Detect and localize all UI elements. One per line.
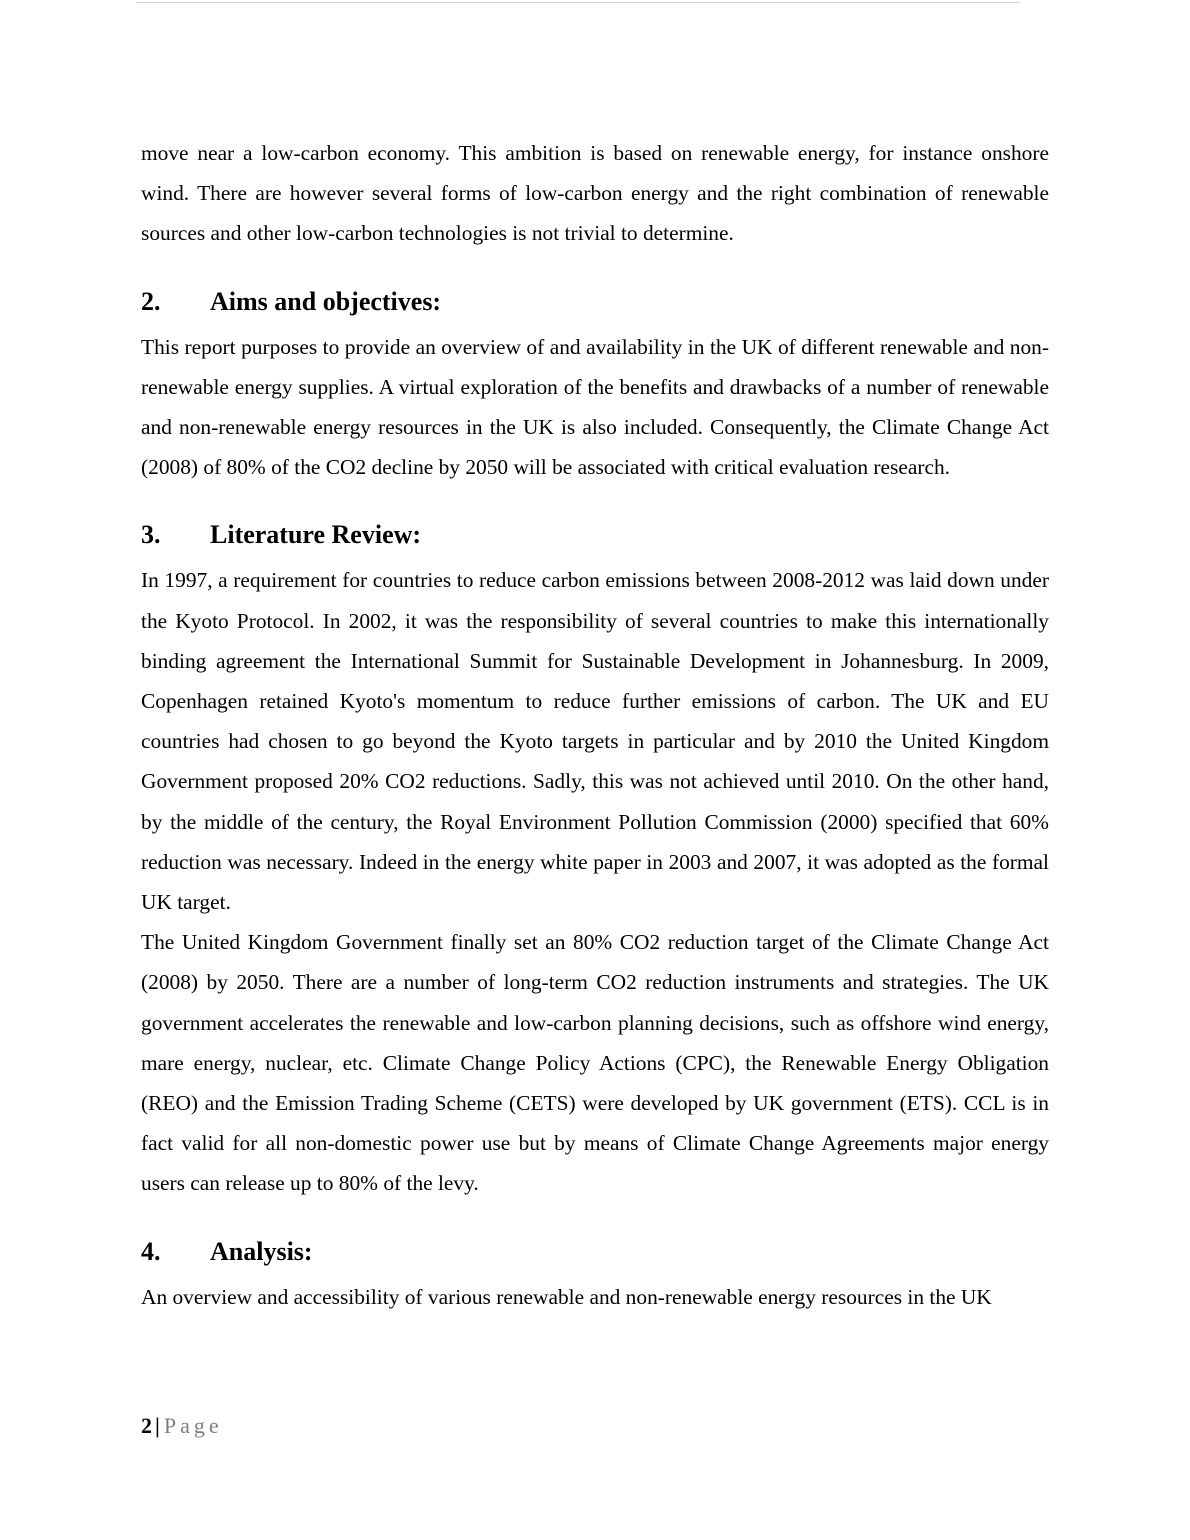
section-heading-analysis [141,1237,1049,1267]
page-footer [141,1412,223,1440]
section-number: 4. [141,1236,161,1266]
page-body [141,133,1049,1317]
footer-separator: | [155,1413,160,1438]
page-number: 2 [141,1413,152,1438]
analysis-paragraph: An overview and accessibility of various renewable and non-renewable energy resources in the UK [141,1284,992,1309]
section-heading-aims [141,287,1049,317]
literature-paragraph-2: The United Kingdom Government finally set an 80% CO2 reduction target of the Climate Change Act (2008) by 2050. There are a number of long-term CO2 reduction instruments and strategies. The UK government accelerates the renewable and low-carbon planning decisions, such as offshore wind energy, mare energy, nuclear, etc. Climate Change Policy Actions (CPC), the Renewable Energy Obligation (REO) and the Emission Trading Scheme (CETS) were developed by UK government (ETS). CCL is in fact valid for all non-domestic power use but by means of Climate Change Agreements major energy users can release up to 80% of the levy. [141,930,1049,1196]
section-number: 2. [141,286,161,316]
section-heading-literature-review [141,520,1049,550]
header-rule [136,2,1020,3]
section-title: Literature Review: [210,520,422,550]
literature-paragraph-1: In 1997, a requirement for countries to reduce carbon emissions between 2008-2012 was laid down under the Kyoto Protocol. In 2002, it was the responsibility of several countries to make this internationally binding agreement the International Summit for Sustainable Development in Johannesburg. In 2009, Copenhagen retained Kyoto's momentum to reduce further emissions of carbon. The UK and EU countries had chosen to go beyond the Kyoto targets in particular and by 2010 the United Kingdom Government proposed 20% CO2 reductions. Sadly, this was not achieved until 2010. On the other hand, by the middle of the century, the Royal Environment Pollution Commission (2000) specified that 60% reduction was necessary. Indeed in the energy white paper in 2003 and 2007, it was adopted as the formal UK target. [141,568,1049,915]
footer-page-label: Page [163,1413,223,1438]
intro-paragraph: move near a low-carbon economy. This ambition is based on renewable energy, for instance onshore wind. There are however several forms of low-carbon energy and the right combination of renewable sources and other low-carbon technologies is not trivial to determine. [141,141,1049,246]
aims-paragraph: This report purposes to provide an overview of and availability in the UK of different renewable and non-renewable energy supplies. A virtual exploration of the benefits and drawbacks of a number of renewable and non-renewable energy resources in the UK is also included. Consequently, the Climate Change Act (2008) of 80% of the CO2 decline by 2050 will be associated with critical evaluation research. [141,334,1049,480]
section-number: 3. [141,520,161,550]
section-title: Aims and objectives: [210,286,442,316]
section-title: Analysis: [210,1236,313,1266]
